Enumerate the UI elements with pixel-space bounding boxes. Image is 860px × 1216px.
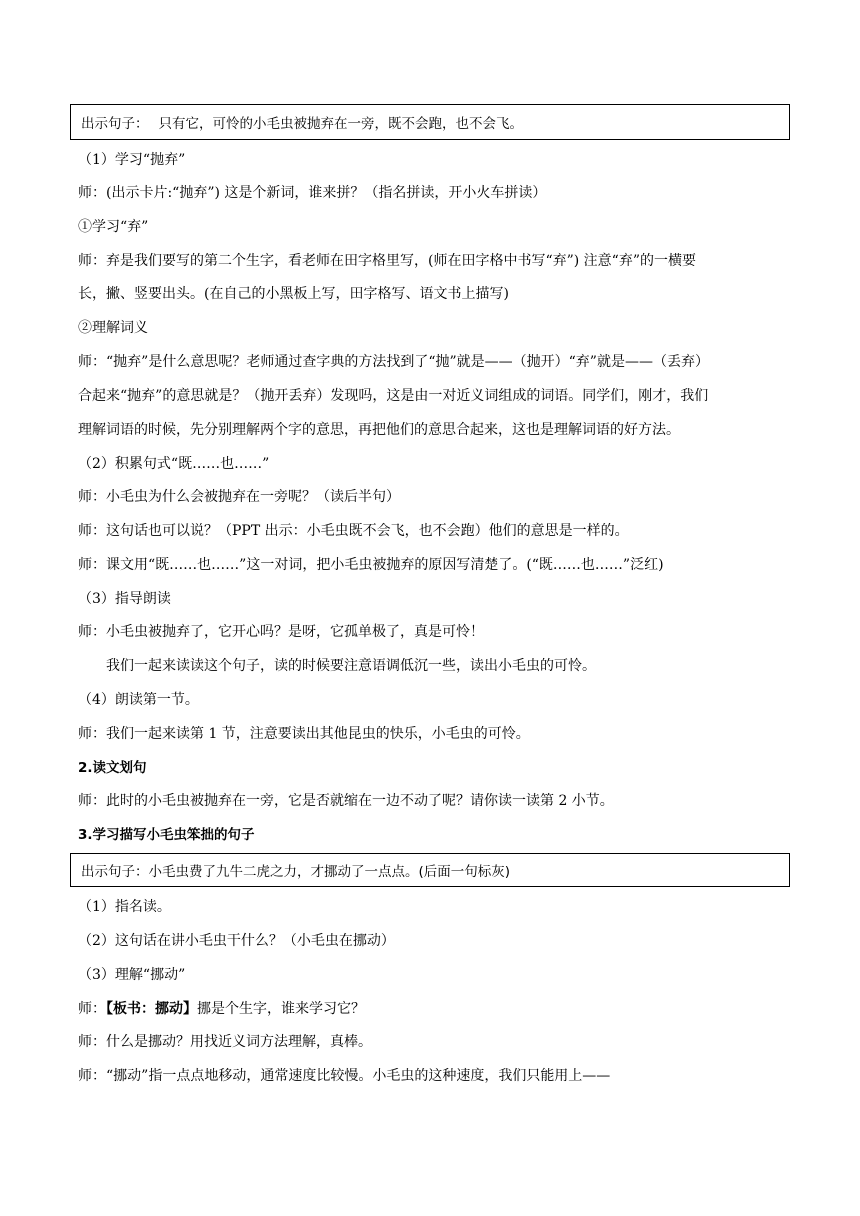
text-line: 师：(出示卡片:“抛弃”) 这是个新词，谁来拼？（指名拼读，开小火车拼读） [78, 185, 547, 201]
text-line: 师：弃是我们要写的第二个生字，看老师在田字格里写，(师在田字格中书写“弃”) 注意“弃”的一横要 [78, 253, 697, 269]
text-line: 师：什么是挪动？用找近义词方法理解，真棒。 [78, 1034, 372, 1050]
text-line-indented: 我们一起来读读这个句子，读的时候要注意语调低沉一些，读出小毛虫的可怜。 [106, 658, 596, 674]
text-line: 师：此时的小毛虫被抛弃在一旁，它是否就缩在一边不动了呢？请你读一读第 2 小节。 [78, 793, 614, 809]
text-line: （2）这句话在讲小毛虫干什么？（小毛虫在挪动） [78, 933, 395, 949]
sentence-text: 小毛虫费了九牛二虎之力，才挪动了一点点。(后面一句标灰) [148, 864, 511, 880]
text-line: （1）指名读。 [78, 899, 171, 915]
sentence-label: 出示句子： [81, 116, 149, 132]
text-line: 师：“挪动”指一点点地移动，通常速度比较慢。小毛虫的这种速度，我们只能用上—— [78, 1068, 611, 1084]
text-line: （1）学习“抛弃” [78, 152, 186, 168]
sentence-text: 只有它，可怜的小毛虫被抛弃在一旁，既不会跑，也不会飞。 [158, 116, 523, 132]
text-line: 合起来“抛弃”的意思就是？（抛开丢弃）发现吗，这是由一对近义词组成的词语。同学们，刚才，我们 [78, 388, 709, 404]
sentence-label: 出示句子： [81, 864, 149, 880]
text-line: 师：小毛虫为什么会被抛弃在一旁呢？（读后半句） [78, 489, 400, 505]
text-line: （2）积累句式“既……也……” [78, 456, 270, 472]
line-text: 挪是个生字，谁来学习它？ [197, 1001, 365, 1017]
text-line: 长，撇、竖要出头。(在自己的小黑板上写，田字格写、语文书上描写) [78, 286, 509, 302]
text-line [78, 999, 365, 1019]
text-line: （4）朗读第一节。 [78, 692, 199, 708]
text-line: ①学习“弃” [78, 219, 149, 235]
sentence-box-1 [70, 104, 790, 140]
text-line: 理解词语的时候，先分别理解两个字的意思，再把他们的意思合起来，这也是理解词语的好方法。 [78, 422, 680, 438]
text-line: （3）理解“挪动” [78, 967, 186, 983]
text-line: 师：这句话也可以说？（PPT 出示：小毛虫既不会飞，也不会跑）他们的意思是一样的。 [78, 523, 629, 539]
text-line: 师：“抛弃”是什么意思呢？老师通过查字典的方法找到了“抛”就是——（抛开）“弃”就是——（丢弃） [78, 354, 709, 370]
text-line: 师：小毛虫被抛弃了，它开心吗？是呀，它孤单极了，真是可怜！ [78, 624, 484, 640]
text-line: 师：我们一起来读第 1 节，注意要读出其他昆虫的快乐，小毛虫的可怜。 [78, 726, 530, 742]
text-line: 师：课文用“既……也……”这一对词，把小毛虫被抛弃的原因写清楚了。(“既……也……”泛红) [78, 557, 664, 573]
board-note: 【板书：挪动】 [106, 1001, 197, 1017]
section-heading: 2.读文划句 [78, 760, 147, 776]
section-heading: 3.学习描写小毛虫笨拙的句子 [78, 827, 255, 843]
speaker-prefix: 师： [78, 1001, 106, 1017]
sentence-box-2 [70, 853, 790, 887]
text-line: （3）指导朗读 [78, 591, 171, 607]
text-line: ②理解词义 [78, 320, 148, 336]
